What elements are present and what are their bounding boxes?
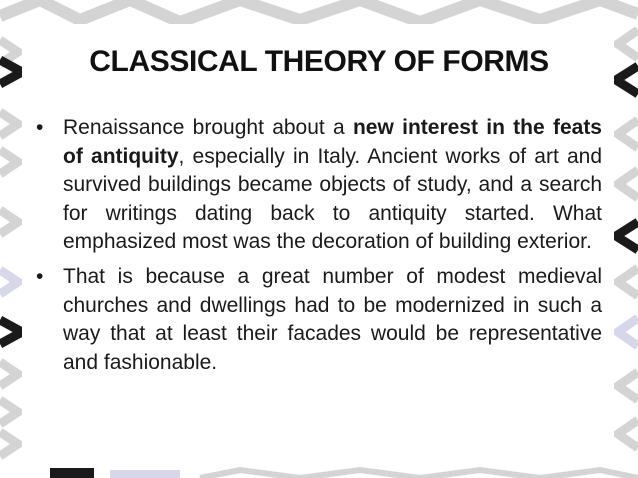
bullet-text: That is because a great number of modest medieval churches and dwellings had to be modernized in such a way that at least their facades would be representative and fashionable. <box>63 264 602 374</box>
slide-title: CLASSICAL THEORY OF FORMS <box>89 45 549 78</box>
bullet-glyph: • <box>36 116 44 139</box>
bullet-emphasis: new interest in the feats of antiquity <box>63 116 602 168</box>
bullet-glyph: • <box>36 264 44 288</box>
bullet-list <box>36 114 602 383</box>
bullet-item <box>36 114 602 257</box>
bullet-text: , especially in Italy. Ancient works of art and survived buildings became objects of study, and a search for writings dating back to antiquity started. What emphasized most was the decoration of building exterior. <box>63 144 603 254</box>
bullet-item <box>36 263 602 377</box>
bullet-text: Renaissance brought about a <box>63 116 353 139</box>
